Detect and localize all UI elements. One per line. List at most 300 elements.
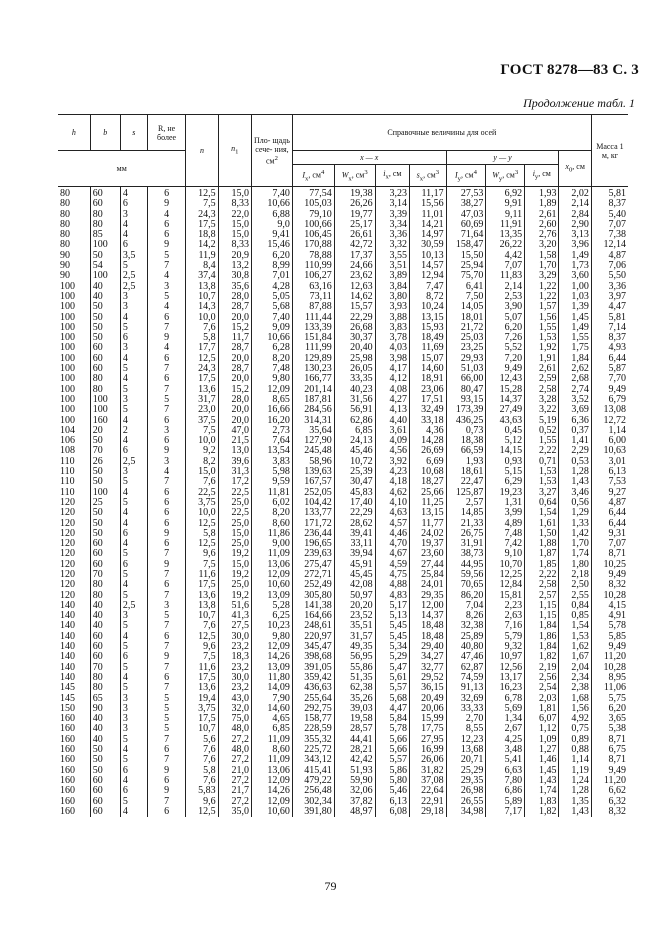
cell-r: 6 [147, 488, 186, 498]
cell-mass: 8,71 [591, 755, 628, 765]
cell-sx: 22,91 [410, 797, 447, 807]
cell-r: 7 [147, 755, 186, 765]
cell-r: 7 [147, 797, 186, 807]
cell-wx: 42,42 [334, 755, 375, 765]
cell-b: 80 [90, 374, 120, 384]
cell-n1: 47,0 [218, 426, 251, 436]
Ix-symbol: I [302, 170, 306, 180]
cell-iy-radius: 3,29 [525, 271, 559, 281]
cell-ix-moment: 236,44 [292, 529, 334, 539]
cell-b: 60 [90, 560, 120, 570]
cell-wx: 23,62 [334, 271, 375, 281]
cell-area: 13,09 [252, 591, 293, 601]
cell-r: 7 [147, 683, 186, 693]
cell-iy-moment: 74,59 [446, 673, 486, 683]
cell-b: 20 [90, 426, 120, 436]
cell-iy-moment: 15,50 [446, 251, 486, 261]
cell-iy-radius: 2,76 [525, 230, 559, 240]
cell-area: 10,23 [252, 621, 293, 631]
cell-r: 6 [147, 776, 186, 786]
cell-x0: 2,34 [559, 673, 591, 683]
cell-h: 120 [58, 508, 90, 518]
cell-ix-moment: 248,61 [292, 621, 334, 631]
cell-ix-radius: 5,46 [375, 786, 409, 796]
cell-area: 14,60 [252, 704, 293, 714]
cell-wy: 7,16 [486, 621, 525, 631]
cell-n1: 27,2 [218, 797, 251, 807]
cell-wy: 12,25 [486, 570, 525, 580]
cell-mass: 8,71 [591, 549, 628, 559]
cell-x0: 2,14 [559, 199, 591, 209]
cell-area: 14,26 [252, 786, 293, 796]
cell-iy-radius: 1,88 [525, 539, 559, 549]
cell-iy-radius: 1,27 [525, 745, 559, 755]
cell-ix-radius: 4,27 [375, 395, 409, 405]
table-row [58, 776, 628, 786]
cell-wy: 13,35 [486, 230, 525, 240]
cell-n: 7,5 [186, 652, 218, 662]
cell-h: 160 [58, 735, 90, 745]
cell-s: 3 [120, 395, 147, 405]
cell-s: 3 [120, 724, 147, 734]
cell-n: 5,8 [186, 333, 218, 343]
cell-ix-radius: 5,34 [375, 642, 409, 652]
cell-wy: 12,56 [486, 663, 525, 673]
cell-ix-moment: 104,42 [292, 498, 334, 508]
cell-ix-moment: 100,66 [292, 220, 334, 230]
cell-r: 6 [147, 673, 186, 683]
cell-b: 80 [90, 683, 120, 693]
cell-wx: 24,13 [334, 436, 375, 446]
table-row [58, 673, 628, 683]
cell-h: 80 [58, 187, 90, 200]
cell-wx: 50,97 [334, 591, 375, 601]
cell-wx: 48,97 [334, 807, 375, 817]
cell-h: 150 [58, 704, 90, 714]
cell-iy-radius: 1,55 [525, 323, 559, 333]
cell-sx: 20,49 [410, 694, 447, 704]
cell-ix-radius: 5,45 [375, 632, 409, 642]
table-row [58, 446, 628, 456]
cell-area: 6,28 [252, 343, 293, 353]
cell-n: 37,4 [186, 271, 218, 281]
cell-x0: 3,60 [559, 271, 591, 281]
cell-n: 7,6 [186, 477, 218, 487]
cell-iy-radius: 2,61 [525, 364, 559, 374]
col-area [252, 115, 293, 187]
table-row [58, 416, 628, 426]
cell-ix-radius: 5,86 [375, 766, 409, 776]
cell-r: 6 [147, 416, 186, 426]
cell-s: 5 [120, 549, 147, 559]
cell-ix-radius: 3,55 [375, 251, 409, 261]
cell-n: 9,6 [186, 797, 218, 807]
cell-mass: 6,13 [591, 467, 628, 477]
cell-x0: 0,89 [559, 735, 591, 745]
cell-sx: 18,91 [410, 374, 447, 384]
cell-ix-moment: 158,77 [292, 714, 334, 724]
cell-x0: 1,03 [559, 292, 591, 302]
cell-n: 12,5 [186, 632, 218, 642]
table-row [58, 292, 628, 302]
cell-wx: 39,03 [334, 704, 375, 714]
cell-h: 100 [58, 343, 90, 353]
cell-mass: 11,06 [591, 683, 628, 693]
cell-iy-radius: 2,61 [525, 210, 559, 220]
cell-b: 50 [90, 508, 120, 518]
cell-ix-radius: 3,93 [375, 302, 409, 312]
table-row [58, 374, 628, 384]
cell-iy-moment: 26,98 [446, 786, 486, 796]
cell-n1: 27,2 [218, 755, 251, 765]
cell-r: 7 [147, 591, 186, 601]
cell-ix-radius: 5,47 [375, 663, 409, 673]
cell-x0: 1,33 [559, 519, 591, 529]
cell-n1: 22,5 [218, 508, 251, 518]
cell-x0: 2,62 [559, 364, 591, 374]
cell-s: 4 [120, 745, 147, 755]
cell-s: 6 [120, 560, 147, 570]
table-row [58, 467, 628, 477]
cell-h: 120 [58, 529, 90, 539]
table-caption: Продолжение табл. 1 [523, 96, 635, 110]
cell-wx: 62,86 [334, 416, 375, 426]
cell-ix-radius: 3,92 [375, 457, 409, 467]
cell-sx: 12,94 [410, 271, 447, 281]
cell-x0: 1,62 [559, 642, 591, 652]
cell-area: 7,01 [252, 271, 293, 281]
cell-b: 60 [90, 539, 120, 549]
cell-h: 120 [58, 591, 90, 601]
cell-r: 6 [147, 807, 186, 817]
cell-r: 9 [147, 529, 186, 539]
cell-n: 13,6 [186, 385, 218, 395]
cell-r: 9 [147, 786, 186, 796]
cell-h: 140 [58, 601, 90, 611]
cell-iy-moment: 75,70 [446, 271, 486, 281]
cell-n: 7,6 [186, 755, 218, 765]
cell-sx: 4,36 [410, 426, 447, 436]
cell-wy: 6,92 [486, 187, 525, 200]
cell-mass: 4,47 [591, 302, 628, 312]
Wy-sub: y [498, 175, 503, 183]
cell-b: 40 [90, 724, 120, 734]
table-row [58, 560, 628, 570]
cell-x0: 1,49 [559, 323, 591, 333]
cell-mass: 6,75 [591, 745, 628, 755]
table-row [58, 786, 628, 796]
cell-area: 10,60 [252, 580, 293, 590]
cell-ix-radius: 6,08 [375, 807, 409, 817]
cell-s: 5 [120, 405, 147, 415]
cell-r: 6 [147, 498, 186, 508]
cell-h: 100 [58, 364, 90, 374]
cell-b: 40 [90, 601, 120, 611]
cell-iy-radius: 1,56 [525, 313, 559, 323]
cell-mass: 10,63 [591, 446, 628, 456]
Wx-sub: x [348, 175, 352, 183]
axis-y-header: y — y [446, 151, 559, 165]
cell-mass: 9,49 [591, 570, 628, 580]
cell-iy-radius: 2,58 [525, 580, 559, 590]
cell-ix-moment: 170,88 [292, 240, 334, 250]
cell-iy-moment: 23,25 [446, 343, 486, 353]
cell-area: 6,20 [252, 251, 293, 261]
cell-b: 50 [90, 745, 120, 755]
cell-r: 5 [147, 395, 186, 405]
cell-h: 140 [58, 663, 90, 673]
cell-h: 120 [58, 580, 90, 590]
cell-mass: 9,49 [591, 385, 628, 395]
table-row [58, 745, 628, 755]
cell-h: 120 [58, 519, 90, 529]
cell-sx: 17,51 [410, 395, 447, 405]
cell-n: 10,7 [186, 724, 218, 734]
cell-wy: 5,89 [486, 797, 525, 807]
cell-iy-radius: 1,53 [525, 467, 559, 477]
cell-x0: 1,29 [559, 508, 591, 518]
cell-wx: 32,06 [334, 786, 375, 796]
col-b: b [90, 115, 120, 151]
cell-s: 6 [120, 786, 147, 796]
cell-ix-radius: 3,34 [375, 220, 409, 230]
area-sup: 2 [274, 154, 278, 162]
col-R: R, не более [147, 115, 186, 151]
cell-b: 60 [90, 364, 120, 374]
cell-h: 110 [58, 467, 90, 477]
cell-ix-moment: 77,54 [292, 187, 334, 200]
cell-area: 13,54 [252, 446, 293, 456]
cell-b: 26 [90, 457, 120, 467]
cell-n1: 28,7 [218, 302, 251, 312]
cell-area: 11,80 [252, 673, 293, 683]
cell-n1: 25,0 [218, 580, 251, 590]
cell-wy: 4,89 [486, 519, 525, 529]
cell-ix-moment: 106,27 [292, 271, 334, 281]
cell-iy-moment: 6,41 [446, 282, 486, 292]
cell-area: 7,90 [252, 694, 293, 704]
cell-area: 14,26 [252, 652, 293, 662]
cell-x0: 2,84 [559, 210, 591, 220]
x0-symbol: x [565, 162, 569, 172]
cell-sx: 32,77 [410, 663, 447, 673]
cell-x0: 1,19 [559, 766, 591, 776]
cell-s: 5 [120, 591, 147, 601]
cell-s: 4 [120, 580, 147, 590]
cell-s: 3 [120, 694, 147, 704]
cell-sx: 29,35 [410, 591, 447, 601]
Iy-sub: y [457, 175, 461, 183]
cell-sx: 13,15 [410, 508, 447, 518]
cell-iy-moment: 80,47 [446, 385, 486, 395]
cell-mass: 8,95 [591, 673, 628, 683]
cell-iy-radius: 2,56 [525, 673, 559, 683]
cell-wy: 9,32 [486, 642, 525, 652]
cell-area: 8,20 [252, 354, 293, 364]
table-row [58, 282, 628, 292]
cell-iy-radius: 1,15 [525, 611, 559, 621]
cell-iy-radius: 2,22 [525, 446, 559, 456]
cell-h: 90 [58, 251, 90, 261]
cell-area: 8,60 [252, 745, 293, 755]
cell-sx: 11,17 [410, 187, 447, 200]
cell-ix-moment: 239,63 [292, 549, 334, 559]
cell-x0: 3,46 [559, 488, 591, 498]
cell-n: 3,75 [186, 704, 218, 714]
cell-mass: 9,49 [591, 766, 628, 776]
cell-s: 3 [120, 704, 147, 714]
table-row [58, 230, 628, 240]
cell-ix-radius: 3,89 [375, 271, 409, 281]
cell-iy-radius: 0,71 [525, 457, 559, 467]
cell-area: 12,09 [252, 642, 293, 652]
cell-iy-moment: 91,13 [446, 683, 486, 693]
cell-wy: 43,63 [486, 416, 525, 426]
cell-wy: 2,23 [486, 601, 525, 611]
cell-iy-moment: 25,03 [446, 333, 486, 343]
table-row [58, 766, 628, 776]
cell-n1: 20,0 [218, 354, 251, 364]
col-Iy [446, 165, 486, 187]
cell-x0: 3,13 [559, 230, 591, 240]
cell-wy: 2,53 [486, 292, 525, 302]
cell-b: 50 [90, 313, 120, 323]
cell-n1: 27,2 [218, 776, 251, 786]
cell-mass: 5,85 [591, 632, 628, 642]
cell-h: 160 [58, 786, 90, 796]
cell-ix-radius: 4,10 [375, 498, 409, 508]
cell-wx: 26,61 [334, 230, 375, 240]
cell-sx: 22,64 [410, 786, 447, 796]
cell-iy-radius: 1,84 [525, 642, 559, 652]
cell-n: 10,7 [186, 292, 218, 302]
cell-sx: 25,84 [410, 570, 447, 580]
cell-n: 17,5 [186, 580, 218, 590]
cell-ix-moment: 110,99 [292, 261, 334, 271]
cell-r: 5 [147, 251, 186, 261]
cell-x0: 1,75 [559, 343, 591, 353]
cell-x0: 0,88 [559, 745, 591, 755]
cell-sx: 23,06 [410, 385, 447, 395]
table-row [58, 302, 628, 312]
cell-s: 2,5 [120, 282, 147, 292]
cell-iy-radius: 2,19 [525, 663, 559, 673]
cell-ix-radius: 5,45 [375, 621, 409, 631]
cell-h: 108 [58, 446, 90, 456]
cell-n1: 41,3 [218, 611, 251, 621]
col-x0 [559, 151, 591, 187]
cell-wy: 7,20 [486, 354, 525, 364]
cell-wx: 26,26 [334, 199, 375, 209]
cell-r: 5 [147, 694, 186, 704]
cell-r: 6 [147, 632, 186, 642]
cell-wy: 15,28 [486, 385, 525, 395]
cell-r: 9 [147, 199, 186, 209]
cell-s: 5 [120, 498, 147, 508]
cell-r: 5 [147, 292, 186, 302]
cell-sx: 18,27 [410, 477, 447, 487]
cell-x0: 1,24 [559, 776, 591, 786]
cell-iy-moment: 8,55 [446, 724, 486, 734]
cell-ix-moment: 398,68 [292, 652, 334, 662]
cell-area: 12,09 [252, 385, 293, 395]
cell-wy: 9,10 [486, 549, 525, 559]
cell-wx: 25,98 [334, 354, 375, 364]
cell-n1: 11,7 [218, 333, 251, 343]
cell-iy-moment: 26,55 [446, 797, 486, 807]
table-row [58, 601, 628, 611]
cell-mass: 8,32 [591, 807, 628, 817]
cell-wy: 1,34 [486, 714, 525, 724]
cell-area: 9,80 [252, 374, 293, 384]
cell-n: 11,6 [186, 570, 218, 580]
cell-b: 100 [90, 240, 120, 250]
cell-x0: 2,38 [559, 683, 591, 693]
cell-s: 5 [120, 755, 147, 765]
cell-n1: 8,33 [218, 199, 251, 209]
cell-r: 9 [147, 446, 186, 456]
table-row [58, 498, 628, 508]
cell-iy-moment: 25,29 [446, 766, 486, 776]
cell-ix-radius: 3,23 [375, 187, 409, 200]
cell-ix-radius: 4,59 [375, 560, 409, 570]
cell-ix-radius: 4,08 [375, 385, 409, 395]
page-number: 79 [324, 879, 337, 893]
cell-wx: 24,66 [334, 261, 375, 271]
cell-wy: 12,84 [486, 580, 525, 590]
cell-wx: 30,47 [334, 477, 375, 487]
cell-ix-radius: 4,70 [375, 539, 409, 549]
cell-r: 5 [147, 704, 186, 714]
cell-r: 6 [147, 539, 186, 549]
cell-b: 40 [90, 714, 120, 724]
cell-h: 140 [58, 621, 90, 631]
table-row [58, 611, 628, 621]
cell-n1: 15,2 [218, 323, 251, 333]
cell-wx: 62,38 [334, 683, 375, 693]
cell-h: 120 [58, 498, 90, 508]
cell-ix-moment: 129,89 [292, 354, 334, 364]
cell-wx: 45,45 [334, 570, 375, 580]
cell-ix-moment: 479,22 [292, 776, 334, 786]
cell-mass: 8,32 [591, 580, 628, 590]
cell-b: 60 [90, 199, 120, 209]
Iy-unit: , см [461, 170, 474, 180]
cell-mass: 6,44 [591, 508, 628, 518]
cell-n1: 28,7 [218, 343, 251, 353]
col-s: s [120, 115, 147, 151]
table-row [58, 261, 628, 271]
table-row [58, 271, 628, 281]
cell-s: 5 [120, 385, 147, 395]
ix-unit: , см [388, 169, 402, 179]
cell-n: 31,7 [186, 395, 218, 405]
cell-sx: 8,72 [410, 292, 447, 302]
cell-iy-radius: 3,20 [525, 240, 559, 250]
cell-r: 9 [147, 766, 186, 776]
n-symbol: n [200, 146, 205, 155]
cell-n: 3,75 [186, 498, 218, 508]
cell-n: 9,2 [186, 446, 218, 456]
cell-ix-moment: 164,66 [292, 611, 334, 621]
cell-wy: 6,29 [486, 477, 525, 487]
cell-n1: 21,5 [218, 436, 251, 446]
cell-iy-moment: 7,50 [446, 292, 486, 302]
cell-mass: 1,14 [591, 426, 628, 436]
cell-ix-radius: 4,88 [375, 580, 409, 590]
cell-ix-radius: 5,29 [375, 652, 409, 662]
cell-n1: 30,0 [218, 673, 251, 683]
